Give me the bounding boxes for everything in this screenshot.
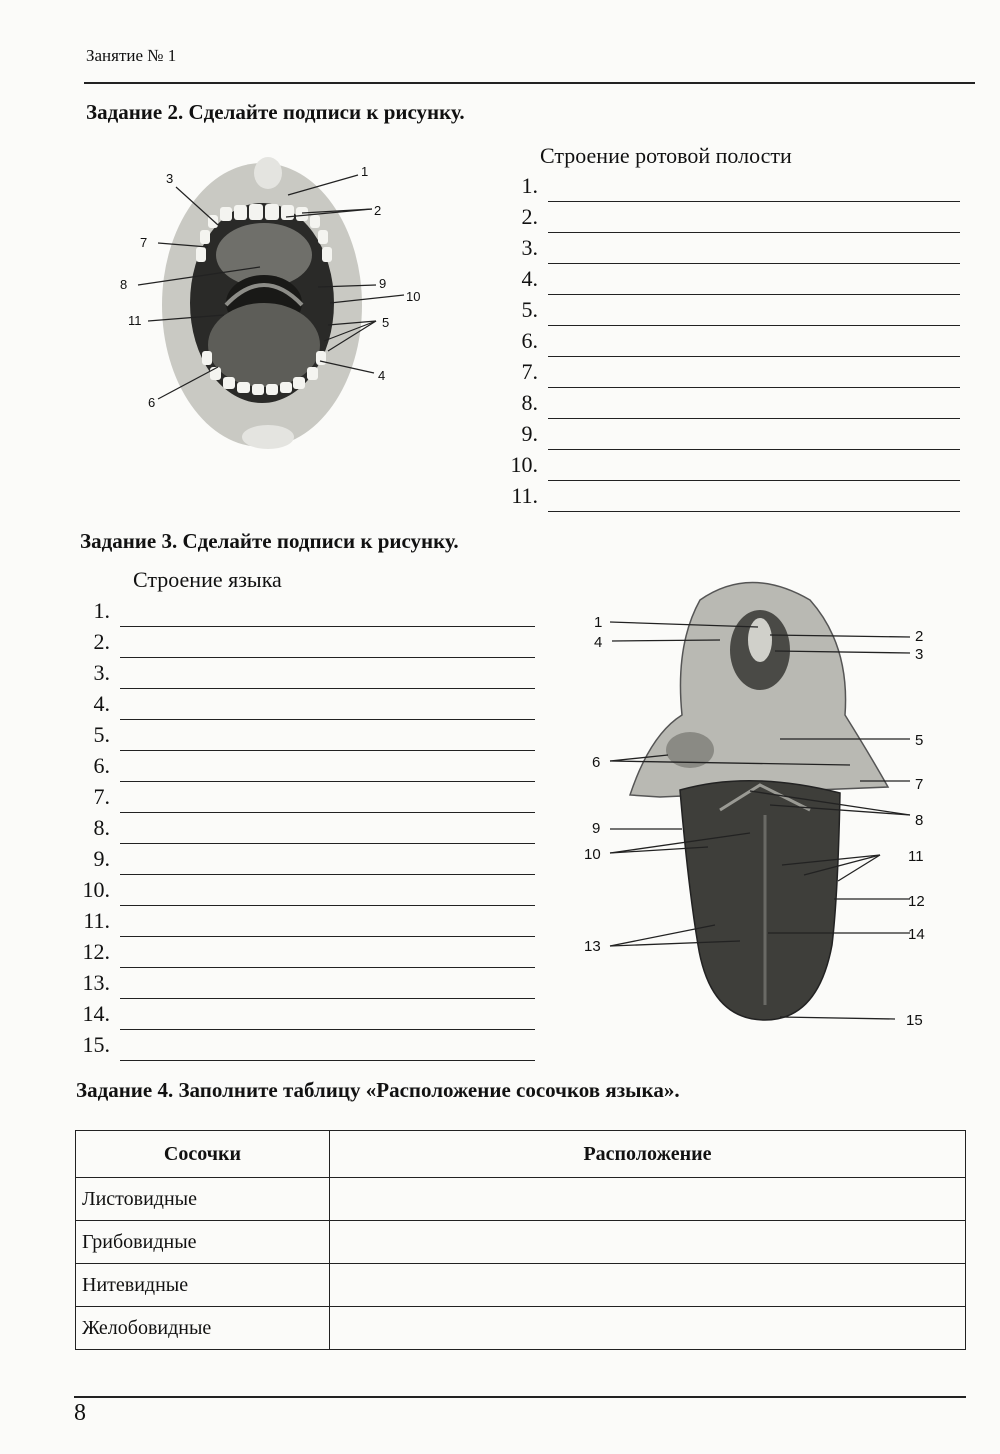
- tongue-body: [680, 781, 840, 1020]
- line-number: 15.: [82, 1032, 110, 1057]
- location-cell[interactable]: [330, 1307, 966, 1350]
- line-number: 6.: [93, 753, 110, 778]
- mouth-label-3: 3: [166, 171, 174, 186]
- epiglottis: [748, 618, 772, 662]
- papilla-name: Желобовидные: [76, 1307, 330, 1350]
- answer-line[interactable]: [82, 1032, 535, 1063]
- mouth-label-11: 11: [128, 313, 142, 328]
- task2-title: Задание 2. Сделайте подписи к рисунку.: [86, 100, 465, 124]
- mouth-label-10: 10: [406, 289, 421, 304]
- mouth-label-4: 4: [378, 368, 386, 383]
- column-header-papillae: Сосочки: [76, 1131, 330, 1178]
- table-row: [76, 1307, 966, 1350]
- tongue-label-10: 10: [584, 846, 601, 863]
- lower-lip: [242, 425, 294, 449]
- tongue-label-11: 11: [908, 848, 924, 865]
- tongue-label-8: 8: [915, 812, 924, 829]
- answer-line[interactable]: [510, 452, 960, 483]
- papillae-table: [75, 1130, 966, 1350]
- tongue-label-3: 3: [915, 646, 924, 663]
- answer-line[interactable]: [521, 390, 960, 421]
- line-number: 4.: [93, 691, 110, 716]
- tongue-label-9: 9: [592, 820, 601, 837]
- tongue-label-15: 15: [906, 1012, 923, 1029]
- papilla-name: Листовидные: [76, 1178, 330, 1221]
- answer-line[interactable]: [521, 266, 960, 297]
- answer-line[interactable]: [521, 328, 960, 359]
- line-number: 8.: [93, 815, 110, 840]
- tongue-label-12: 12: [908, 893, 925, 910]
- line-number: 10.: [82, 877, 110, 902]
- tongue-label-6: 6: [592, 754, 601, 771]
- answer-line[interactable]: [93, 815, 535, 846]
- line-number: 3.: [93, 660, 110, 685]
- mouth-label-6: 6: [148, 395, 156, 410]
- answer-line[interactable]: [511, 483, 960, 514]
- line-number: 1.: [93, 598, 110, 623]
- papilla-name: Нитевидные: [76, 1264, 330, 1307]
- location-cell[interactable]: [330, 1178, 966, 1221]
- mouth-label-1: 1: [361, 164, 369, 179]
- answer-line[interactable]: [93, 660, 535, 691]
- line-number: 11.: [511, 483, 538, 508]
- line-number: 10.: [510, 452, 538, 477]
- answer-line[interactable]: [521, 421, 960, 452]
- tongue-label-5: 5: [915, 732, 924, 749]
- answer-line[interactable]: [93, 753, 535, 784]
- answer-line[interactable]: [93, 629, 535, 660]
- column-header-location: Расположение: [330, 1131, 966, 1178]
- line-number: 12.: [82, 939, 110, 964]
- line-number: 9.: [93, 846, 110, 871]
- line-number: 4.: [521, 266, 538, 291]
- answer-line[interactable]: [83, 908, 535, 939]
- papilla-name: Грибовидные: [76, 1221, 330, 1264]
- answer-line[interactable]: [521, 235, 960, 266]
- location-cell[interactable]: [330, 1264, 966, 1307]
- line-number: 14.: [82, 1001, 110, 1026]
- answer-line[interactable]: [521, 359, 960, 390]
- upper-lip-philtrum: [254, 157, 282, 189]
- mouth-figure: [110, 155, 430, 465]
- table-row: [76, 1264, 966, 1307]
- table-header-row: [76, 1131, 966, 1178]
- line-number: 11.: [83, 908, 110, 933]
- mouth-label-2: 2: [374, 203, 382, 218]
- mouth-label-7: 7: [140, 235, 148, 250]
- answer-line[interactable]: [82, 877, 535, 908]
- answer-line[interactable]: [521, 204, 960, 235]
- answer-line[interactable]: [93, 598, 535, 629]
- header-rule: [84, 82, 975, 84]
- table-row: [76, 1221, 966, 1264]
- line-number: 6.: [521, 328, 538, 353]
- answer-line[interactable]: [93, 846, 535, 877]
- mouth-label-9: 9: [379, 276, 387, 291]
- answer-line[interactable]: [93, 784, 535, 815]
- page-number: 8: [74, 1400, 86, 1426]
- line-number: 5.: [93, 722, 110, 747]
- task3-subtitle: Строение языка: [133, 567, 282, 592]
- answer-line[interactable]: [82, 970, 535, 1001]
- tongue-label-4: 4: [594, 634, 603, 651]
- line-number: 9.: [521, 421, 538, 446]
- line-number: 7.: [93, 784, 110, 809]
- tongue-label-1: 1: [594, 614, 603, 631]
- tongue: [208, 303, 320, 387]
- mouth-label-8: 8: [120, 277, 128, 292]
- line-number: 1.: [521, 173, 538, 198]
- table-row: [76, 1178, 966, 1221]
- tongue-figure: [570, 565, 950, 1045]
- tongue-label-14: 14: [908, 926, 925, 943]
- answer-line[interactable]: [82, 939, 535, 970]
- line-number: 7.: [521, 359, 538, 384]
- line-number: 5.: [521, 297, 538, 322]
- footer-rule: [74, 1396, 966, 1398]
- tongue-label-13: 13: [584, 938, 601, 955]
- line-number: 8.: [521, 390, 538, 415]
- answer-line[interactable]: [521, 173, 960, 204]
- answer-line[interactable]: [82, 1001, 535, 1032]
- answer-line[interactable]: [521, 297, 960, 328]
- tongue-label-2: 2: [915, 628, 924, 645]
- line-number: 3.: [521, 235, 538, 260]
- answer-line[interactable]: [93, 722, 535, 753]
- answer-line[interactable]: [93, 691, 535, 722]
- tongue-label-7: 7: [915, 776, 924, 793]
- task3-title: Задание 3. Сделайте подписи к рисунку.: [80, 529, 459, 553]
- line-number: 2.: [93, 629, 110, 654]
- line-number: 2.: [521, 204, 538, 229]
- lesson-header: Занятие № 1: [86, 46, 177, 65]
- task2-subtitle: Строение ротовой полости: [540, 143, 792, 168]
- location-cell[interactable]: [330, 1221, 966, 1264]
- line-number: 13.: [82, 970, 110, 995]
- mouth-label-5: 5: [382, 315, 390, 330]
- task4-title: Задание 4. Заполните таблицу «Расположение сосочков языка».: [76, 1078, 680, 1102]
